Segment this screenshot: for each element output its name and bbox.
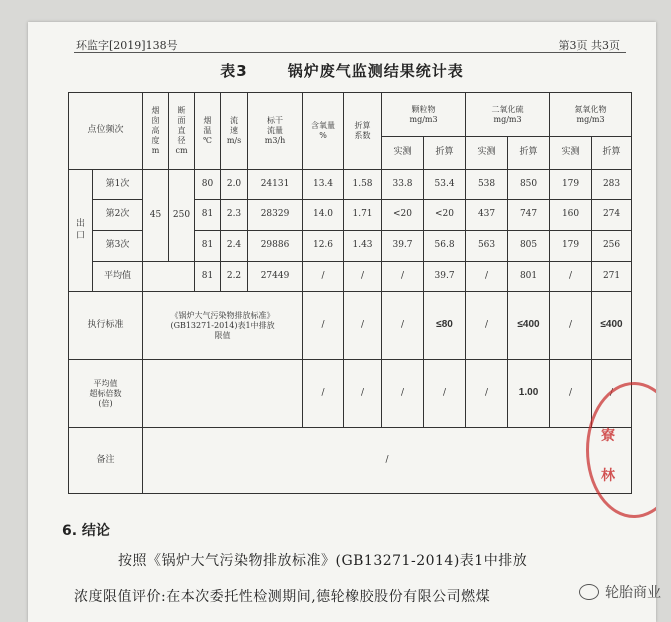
diameter-value: 250 <box>169 170 195 262</box>
exc-oxygen: / <box>303 360 344 428</box>
exceed-label: 平均值 超标倍数 (倍) <box>69 360 143 428</box>
watermark <box>579 582 661 602</box>
col-diameter: 断 面 直 径 cm <box>169 93 195 170</box>
exc-nox-measured: / <box>550 360 592 428</box>
cell-pm-measured: 39.7 <box>382 231 424 262</box>
standard-row <box>69 292 632 360</box>
cell-temp: 81 <box>195 231 221 262</box>
table-row <box>69 170 632 200</box>
cell-so2-measured: / <box>466 262 508 292</box>
cell-oxygen: 12.6 <box>303 231 344 262</box>
col-flue-temp: 烟 温 ℃ <box>195 93 221 170</box>
cell-nox-measured: 160 <box>550 200 592 231</box>
page-indicator: 第3页 共3页 <box>558 39 620 52</box>
cell-nox-measured: 179 <box>550 170 592 200</box>
col-dry-flow: 标干 流量 m3/h <box>248 93 303 170</box>
remarks-label: 备注 <box>69 428 143 494</box>
cell-factor: 1.58 <box>344 170 382 200</box>
cell-so2-measured: 563 <box>466 231 508 262</box>
doc-number: 环监字[2019]138号 <box>76 39 178 52</box>
cell-flow: 27449 <box>248 262 303 292</box>
cell-so2-converted: 747 <box>508 200 550 231</box>
cell-so2-measured: 538 <box>466 170 508 200</box>
so2-converted-header: 折算 <box>508 137 550 170</box>
cell-nox-converted: 274 <box>592 200 632 231</box>
exceed-blank <box>143 360 303 428</box>
outlet-label: 出 口 <box>69 170 93 292</box>
cell-velocity: 2.0 <box>221 170 248 200</box>
pm-measured-header: 实测 <box>382 137 424 170</box>
cell-velocity: 2.3 <box>221 200 248 231</box>
col-nox: 氮氧化物 mg/m3 <box>550 93 632 137</box>
std-pm-measured: / <box>382 292 424 360</box>
std-factor: / <box>344 292 382 360</box>
cell-so2-converted: 801 <box>508 262 550 292</box>
exc-so2-value: 1.00 <box>508 360 550 428</box>
col-chimney-height: 烟 囱 高 度 m <box>143 93 169 170</box>
document-page <box>28 22 656 622</box>
cell-pm-measured: 33.8 <box>382 170 424 200</box>
header-divider <box>74 52 626 53</box>
standard-label: 执行标准 <box>69 292 143 360</box>
cell-velocity: 2.4 <box>221 231 248 262</box>
std-pm-limit: ≤80 <box>424 292 466 360</box>
avg-blank <box>143 262 195 292</box>
cell-temp: 80 <box>195 170 221 200</box>
col-factor: 折算 系数 <box>344 93 382 170</box>
cell-nox-converted: 256 <box>592 231 632 262</box>
std-nox-measured: / <box>550 292 592 360</box>
cell-so2-converted: 850 <box>508 170 550 200</box>
red-seal-stamp: 寮 林 <box>586 382 656 518</box>
cell-pm-measured: / <box>382 262 424 292</box>
col-pm: 颗粒物 mg/m3 <box>382 93 466 137</box>
cell-so2-measured: 437 <box>466 200 508 231</box>
conclusion-line-2: 浓度限值评价:在本次委托性检测期间,德轮橡胶股份有限公司燃煤 <box>74 589 491 605</box>
table-name: 锅炉废气监测结果统计表 <box>287 62 464 80</box>
chimney-height-value: 45 <box>143 170 169 262</box>
std-oxygen: / <box>303 292 344 360</box>
exc-nox-converted: / <box>592 360 632 428</box>
cell-nox-converted: 283 <box>592 170 632 200</box>
table-title <box>28 60 656 81</box>
remarks-row <box>69 428 632 494</box>
conclusion-line-1: 按照《锅炉大气污染物排放标准》(GB13271-2014)表1中排放 <box>118 553 528 569</box>
cell-pm-converted: 39.7 <box>424 262 466 292</box>
cell-flow: 28329 <box>248 200 303 231</box>
row-label: 平均值 <box>93 262 143 292</box>
row-label: 第3次 <box>93 231 143 262</box>
exc-factor: / <box>344 360 382 428</box>
std-so2-measured: / <box>466 292 508 360</box>
cell-pm-converted: 53.4 <box>424 170 466 200</box>
col-velocity: 流 速 m/s <box>221 93 248 170</box>
col-oxygen: 含氧量 % <box>303 93 344 170</box>
col-so2: 二氧化硫 mg/m3 <box>466 93 550 137</box>
nox-converted-header: 折算 <box>592 137 632 170</box>
cell-pm-measured: <20 <box>382 200 424 231</box>
cell-factor: 1.71 <box>344 200 382 231</box>
nox-measured-header: 实测 <box>550 137 592 170</box>
std-so2-limit: ≤400 <box>508 292 550 360</box>
exc-pm-measured: / <box>382 360 424 428</box>
cell-factor: 1.43 <box>344 231 382 262</box>
std-nox-limit: ≤400 <box>592 292 632 360</box>
cell-flow: 24131 <box>248 170 303 200</box>
row-label: 第2次 <box>93 200 143 231</box>
cell-nox-measured: 179 <box>550 231 592 262</box>
cell-so2-converted: 805 <box>508 231 550 262</box>
wechat-icon <box>579 584 599 600</box>
cell-nox-converted: 271 <box>592 262 632 292</box>
cell-temp: 81 <box>195 200 221 231</box>
cell-oxygen: / <box>303 262 344 292</box>
cell-factor: / <box>344 262 382 292</box>
cell-velocity: 2.2 <box>221 262 248 292</box>
cell-oxygen: 13.4 <box>303 170 344 200</box>
cell-nox-measured: / <box>550 262 592 292</box>
exceed-row <box>69 360 632 428</box>
watermark-text: 轮胎商业 <box>605 585 661 601</box>
table-row-average <box>69 262 632 292</box>
remarks-value: / <box>143 428 632 494</box>
exc-pm-converted: / <box>424 360 466 428</box>
col-point: 点位频次 <box>69 93 143 170</box>
table-number: 表3 <box>220 62 248 80</box>
cell-flow: 29886 <box>248 231 303 262</box>
cell-pm-converted: 56.8 <box>424 231 466 262</box>
header-row-1 <box>69 93 632 137</box>
results-table <box>68 92 632 494</box>
conclusion-heading: 6. 结论 <box>62 523 110 539</box>
so2-measured-header: 实测 <box>466 137 508 170</box>
cell-temp: 81 <box>195 262 221 292</box>
standard-text: 《锅炉大气污染物排放标准》 (GB13271-2014)表1中排放 限值 <box>143 292 303 360</box>
pm-converted-header: 折算 <box>424 137 466 170</box>
cell-pm-converted: <20 <box>424 200 466 231</box>
cell-oxygen: 14.0 <box>303 200 344 231</box>
row-label: 第1次 <box>93 170 143 200</box>
exc-so2-measured: / <box>466 360 508 428</box>
